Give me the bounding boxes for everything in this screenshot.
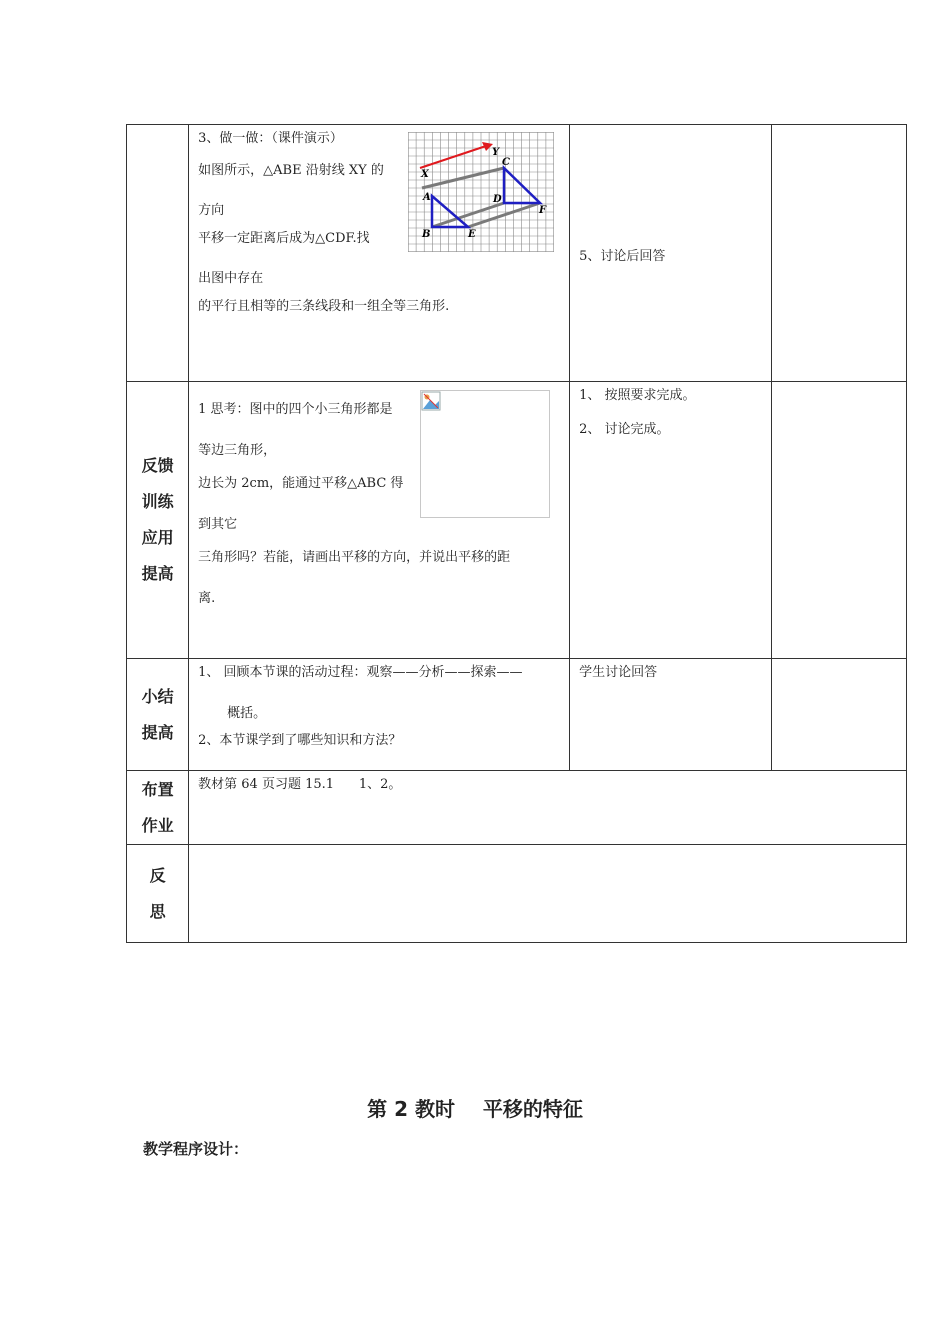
feedback-line-6: 离. [198,590,216,606]
homework-label-cell [127,771,189,845]
feedback-content-cell [189,382,570,659]
translation-grid-figure [408,132,554,252]
homework-content-cell [189,771,907,845]
row-activity [127,125,907,382]
activity-line-5: 出图中存在 [198,271,264,287]
homework-label: 布置 作业 [141,779,174,835]
summary-content-cell [189,659,570,771]
feedback-line-1: 1 思考：图中的四个小三角形都是 [198,402,393,417]
label-d: D [493,194,502,205]
label-e: E [468,229,476,240]
activity-label-cell [127,125,189,382]
label-y: Y [492,147,500,158]
feedback-label: 反馈 训练 应用 提高 [141,456,174,583]
summary-student-cell [570,659,772,771]
label-c: C [502,157,511,168]
activity-student-text: 5、讨论后回答 [579,249,666,264]
activity-student-cell [570,125,772,382]
feedback-student-line-1: 1、 按照要求完成。 [579,388,696,403]
connector-a-d [422,168,504,188]
homework-text: 教材第 64 页习题 15.1 1、2。 [198,777,402,792]
row-homework [127,771,907,845]
activity-line-1: 3、做一做：（课件演示） [198,131,343,146]
feedback-student-cell [570,382,772,659]
summary-label-cell [127,659,189,771]
feedback-student-line-2: 2、 讨论完成。 [579,421,670,437]
lesson-plan-table [126,124,907,943]
connector-e-f [468,203,540,227]
reflection-label: 反 思 [149,865,166,921]
feedback-line-4: 到其它 [198,516,238,532]
row-reflection [127,845,907,943]
activity-extra-cell [771,125,906,382]
triangles-image-placeholder [420,390,550,518]
feedback-line-5: 三角形吗？若能，请画出平移的方向，并说出平移的距 [198,550,511,566]
feedback-line-3: 边长为 2cm，能通过平移△ABC 得 [198,476,404,492]
label-x: X [421,169,429,180]
activity-line-4: 平移一定距离后成为△CDF.找 [198,230,370,246]
row-feedback [127,382,907,659]
label-a: A [423,192,431,203]
feedback-line-2: 等边三角形， [198,442,277,458]
summary-label: 小结 提高 [141,686,174,742]
summary-student-text: 学生讨论回答 [579,665,658,680]
summary-line-2: 概括。 [227,705,267,721]
label-f: F [539,205,547,216]
activity-line-6: 的平行且相等的三条线段和一组全等三角形. [198,298,450,314]
activity-content-cell [189,125,570,382]
reflection-content-cell [189,845,907,943]
feedback-label-cell [127,382,189,659]
label-b: B [422,229,431,240]
section-subtitle: 教学程序设计： [143,1140,249,1158]
reflection-label-cell [127,845,189,943]
summary-extra-cell [771,659,906,771]
summary-line-1: 1、 回顾本节课的活动过程：观察——分析——探索—— [198,665,523,680]
ray-xy-arrow [420,146,486,168]
feedback-extra-cell [771,382,906,659]
row-summary [127,659,907,771]
broken-image-icon [421,391,441,411]
section-title: 第 2 教时 平移的特征 [367,1097,583,1121]
summary-line-3: 2、本节课学到了哪些知识和方法？ [198,733,402,749]
activity-line-3: 方向 [198,203,225,219]
triangle-cdf [504,168,540,203]
activity-line-2: 如图所示，△ABE 沿射线 XY 的 [198,162,384,178]
